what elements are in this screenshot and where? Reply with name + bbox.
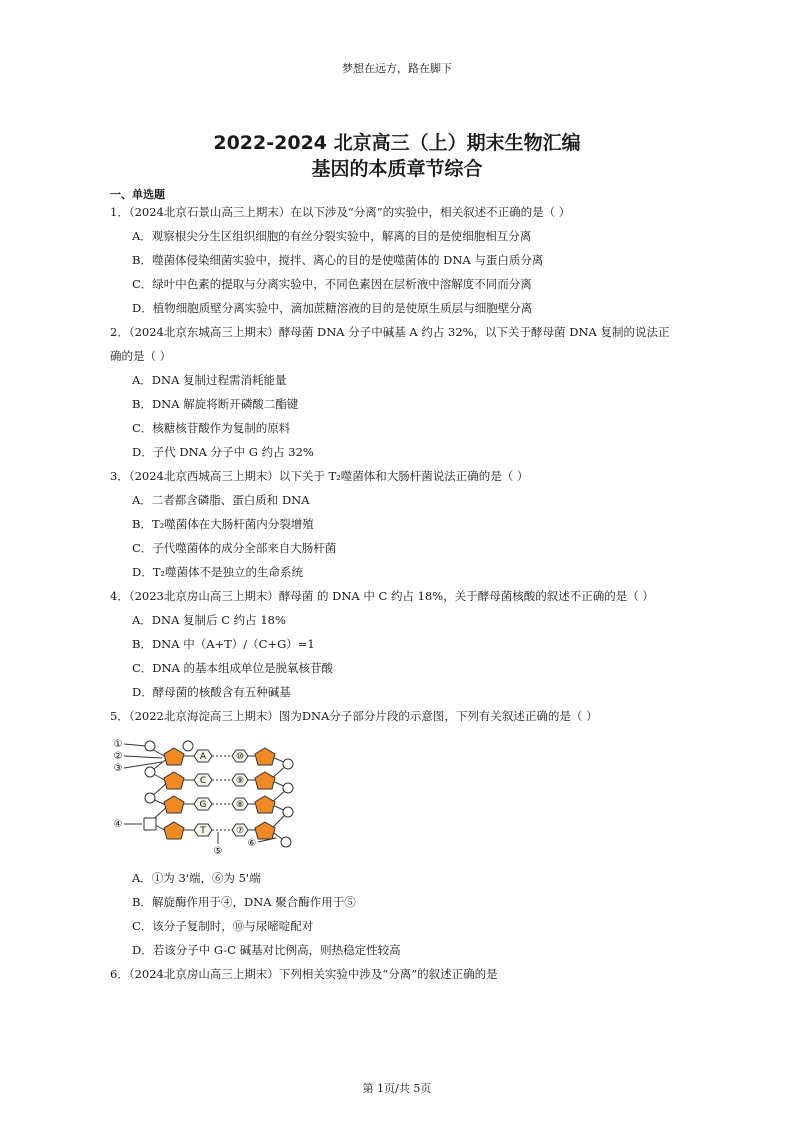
option-c: C．子代噬菌体的成分全部来自大肠杆菌 — [132, 541, 337, 555]
option-d: D．子代 DNA 分子中 G 约占 32% — [132, 445, 314, 459]
diagram-label: ⑤ — [213, 846, 223, 857]
sugar-pentagon — [255, 822, 275, 839]
base-label: C — [199, 776, 207, 786]
option-c: C．该分子复制时，⑩与尿嘧啶配对 — [132, 919, 314, 933]
sugar-pentagon — [164, 772, 184, 789]
base-label: A — [199, 752, 207, 762]
option-b: B．解旋酶作用于④，DNA 聚合酶作用于⑤ — [132, 895, 356, 909]
option-c: C．DNA 的基本组成单位是脱氧核苷酸 — [132, 661, 334, 675]
question-stem: 3．（2024北京西城高三上期末）以下关于 T₂噬菌体和大肠杆菌说法正确的是（ ） — [110, 469, 529, 483]
question-stem: 1．（2024北京石景山高三上期末）在以下涉及“分离”的实验中，相关叙述不正确的是（ ） — [110, 205, 571, 219]
title-line-1: 2022-2024 北京高三（上）期末生物汇编 — [213, 132, 581, 154]
option-c: C．绿叶中色素的提取与分离实验中，不同色素因在层析液中溶解度不同而分离 — [132, 277, 532, 291]
option-b: B．DNA 中（A+T）/（C+G）=1 — [132, 637, 315, 651]
sugar-pentagon — [164, 748, 184, 765]
sugar-pentagon — [255, 772, 275, 789]
diagram-label: ④ — [113, 819, 123, 830]
question-1 — [110, 200, 700, 320]
question-6 — [110, 962, 700, 986]
base-label: ⑨ — [235, 776, 245, 786]
title-line-2: 基因的本质章节综合 — [311, 158, 483, 180]
sugar-pentagon — [164, 822, 184, 839]
question-5 — [110, 704, 700, 962]
question-stem: 6．（2024北京房山高三上期末）下列相关实验中涉及“分离”的叙述正确的是 — [110, 967, 498, 981]
section-heading: 一、单选题 — [110, 188, 165, 201]
base-label: ⑧ — [235, 800, 245, 810]
phosphate-circle — [283, 807, 293, 817]
option-b: B．DNA 解旋将断开磷酸二酯键 — [132, 397, 299, 411]
question-stem: 5．（2022北京海淀高三上期末）图为DNA分子部分片段的示意图，下列有关叙述正确的是（ ） — [110, 709, 598, 723]
base-label: ⑩ — [235, 752, 245, 762]
phosphate-circle — [283, 759, 293, 769]
sugar-pentagon — [255, 748, 275, 765]
dna-diagram-svg — [110, 734, 310, 862]
option-a: A．DNA 复制后 C 约占 18% — [132, 613, 286, 627]
phosphate-circle — [145, 767, 155, 777]
diagram-label: ② — [113, 751, 123, 762]
option-a: A．二者都含磷脂、蛋白质和 DNA — [132, 493, 310, 507]
question-list — [110, 200, 700, 986]
option-b: B．噬菌体侵染细菌实验中，搅拌、离心的目的是使噬菌体的 DNA 与蛋白质分离 — [132, 253, 544, 267]
diagram-label: ⑥ — [247, 838, 257, 849]
question-stem: 2．（2024北京东城高三上期末）酵母菌 DNA 分子中碱基 A 约占 32%，以下关于酵母菌 DNA 复制的说法正 — [110, 325, 670, 339]
option-b: B．T₂噬菌体在大肠杆菌内分裂增殖 — [132, 517, 314, 531]
option-d: D．酵母菌的核酸含有五种碱基 — [132, 685, 291, 699]
document-title — [0, 130, 794, 182]
option-a: A．①为 3'端，⑥为 5'端 — [132, 871, 261, 885]
page-header-motto: 梦想在远方，路在脚下 — [342, 62, 452, 75]
option-d: D．若该分子中 G-C 碱基对比例高，则热稳定性较高 — [132, 943, 401, 957]
question-stem: 4．（2023北京房山高三上期末）酵母菌 的 DNA 中 C 约占 18%，关于酵母菌核酸的叙述不正确的是（ ） — [110, 589, 654, 603]
option-d: D．植物细胞质壁分离实验中，滴加蔗糖溶液的目的是使原生质层与细胞壁分离 — [132, 301, 533, 315]
sugar-pentagon — [255, 796, 275, 813]
sugar-pentagon — [164, 796, 184, 813]
diagram-label: ① — [113, 739, 123, 750]
base-label: G — [199, 800, 207, 810]
question-3 — [110, 464, 700, 584]
question-4 — [110, 584, 700, 704]
question-stem-continued: 确的是（ ） — [110, 349, 172, 363]
option-a: A．DNA 复制过程需消耗能量 — [132, 373, 287, 387]
phosphate-circle — [183, 741, 193, 751]
option-d: D．T₂噬菌体不是独立的生命系统 — [132, 565, 303, 579]
diagram-label: ③ — [113, 763, 123, 774]
question-2 — [110, 320, 700, 464]
phosphate-circle — [145, 741, 155, 751]
page-number: 第 1页/共 5页 — [362, 1082, 432, 1095]
option-c: C．核糖核苷酸作为复制的原料 — [132, 421, 291, 435]
phosphate-circle — [145, 793, 155, 803]
phosphate-circle — [281, 837, 291, 847]
base-label: ⑦ — [235, 826, 245, 836]
dna-diagram — [110, 734, 700, 862]
phosphate-circle — [283, 783, 293, 793]
option-a: A．观察根尖分生区组织细胞的有丝分裂实验中，解离的目的是使细胞相互分离 — [132, 229, 532, 243]
base-label: T — [200, 826, 206, 836]
deoxyribose-box — [144, 818, 156, 830]
